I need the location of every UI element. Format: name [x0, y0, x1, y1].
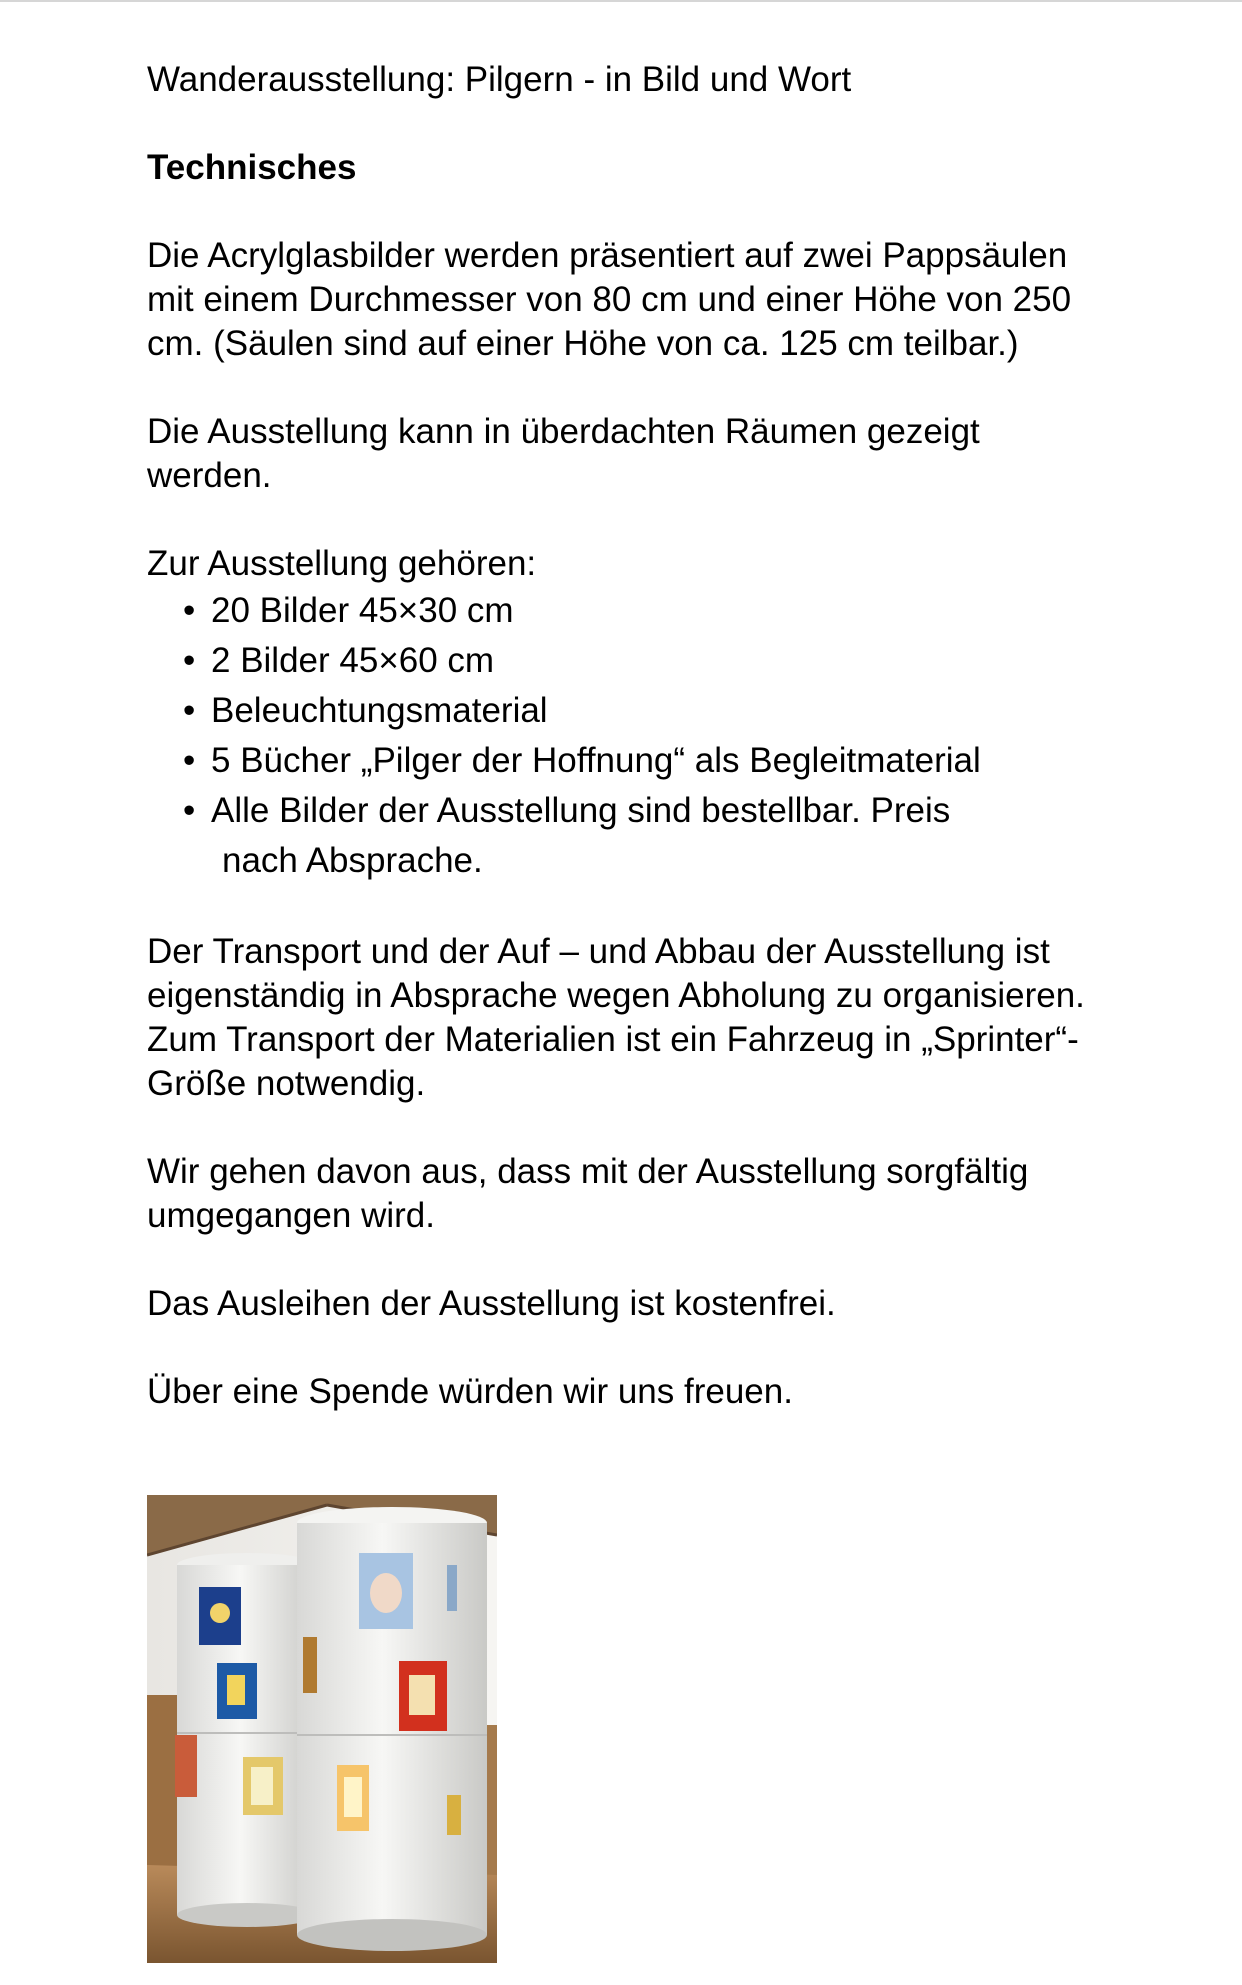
paragraph-rooms: Die Ausstellung kann in überdachten Räumen gezeigt werden.	[147, 412, 980, 495]
paragraph-free: Das Ausleihen der Ausstellung ist kostenfrei.	[147, 1284, 836, 1323]
list-item-text: 2 Bilder 45×60 cm	[211, 641, 495, 680]
exhibition-photo-illustration	[147, 1495, 497, 1963]
document-body	[147, 58, 1087, 1458]
bullet-icon: •	[183, 591, 196, 630]
paragraph-columns: Die Acrylglasbilder werden präsentiert auf zwei Pappsäulen mit einem Durchmesser von 80 cm und einer Höhe von 250 cm. (Säulen sind auf einer Höhe von ca. 125 cm teilbar.)	[147, 236, 1072, 363]
paragraph-donation: Über eine Spende würden wir uns freuen.	[147, 1372, 793, 1411]
list-item-text: Beleuchtungsmaterial	[211, 691, 548, 730]
list-item-text: Alle Bilder der Ausstellung sind bestellbar. Preis	[211, 791, 951, 830]
section-heading: Technisches	[147, 148, 357, 187]
list-item	[147, 736, 1087, 786]
bullet-icon: •	[183, 791, 196, 830]
list-item-text: 20 Bilder 45×30 cm	[211, 591, 514, 630]
top-divider	[0, 0, 1242, 2]
list-item	[147, 686, 1087, 736]
paragraph-care: Wir gehen davon aus, dass mit der Ausstellung sorgfältig umgegangen wird.	[147, 1152, 1029, 1235]
document-title: Wanderausstellung: Pilgern - in Bild und Wort	[147, 60, 852, 99]
list-intro: Zur Ausstellung gehören:	[147, 544, 537, 583]
paragraph-transport: Der Transport und der Auf – und Abbau der Ausstellung ist eigenständig in Absprache wegen Abholung zu organisieren. Zum Transport der Materialien ist ein Fahrzeug in „Sprinter“- Größe notwendig.	[147, 932, 1085, 1103]
list-item	[147, 586, 1087, 636]
bullet-icon: •	[183, 691, 196, 730]
list-item	[147, 786, 1087, 886]
list-item-text: 5 Bücher „Pilger der Hoffnung“ als Begleitmaterial	[211, 741, 981, 780]
equipment-list	[147, 586, 1087, 886]
bullet-icon: •	[183, 641, 196, 680]
list-item	[147, 636, 1087, 686]
exhibition-photo	[147, 1495, 497, 1963]
bullet-icon: •	[183, 741, 196, 780]
list-item-continuation: nach Absprache.	[222, 841, 483, 880]
